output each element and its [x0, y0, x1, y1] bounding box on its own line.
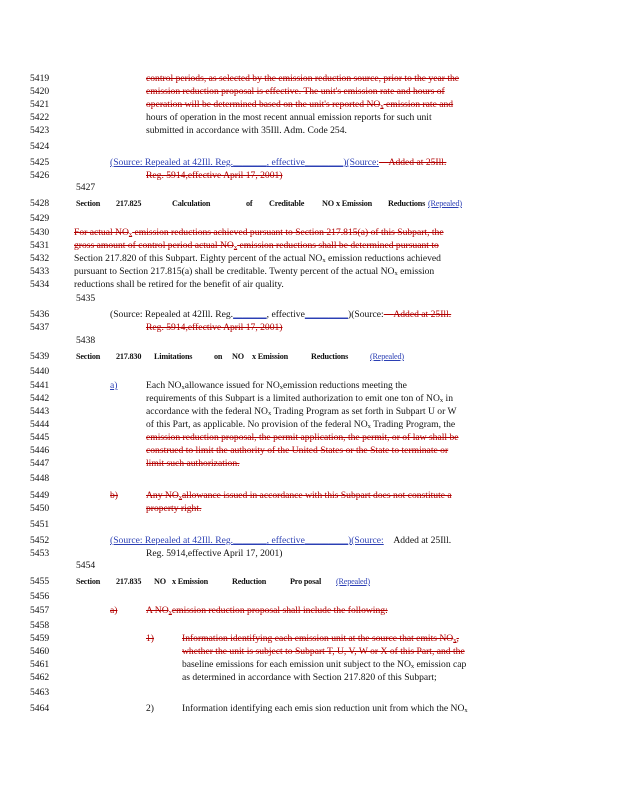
line-number: 5458: [30, 620, 50, 631]
repealed-tag: (Repealed): [370, 352, 404, 361]
line-number: 5461: [30, 659, 50, 670]
line-number: 5457: [30, 605, 50, 616]
line-number: 5445: [30, 432, 50, 443]
source-note: (Source: Repealed at 42Ill. Reg._______, effective_________)(Source: Added at 25Ill.: [110, 535, 452, 546]
line-number: 5428: [30, 198, 50, 209]
line-number: 5441: [30, 380, 50, 391]
source-note: Reg. 5914,effective April 17, 2001): [146, 170, 283, 181]
item-label: a): [110, 605, 118, 616]
line-number: 5450: [30, 503, 50, 514]
line-number: 5459: [30, 633, 50, 644]
paragraph-text: construed to limit the authority of the United States or the State to terminate or: [146, 445, 449, 456]
line-number: 5460: [30, 646, 50, 657]
line-number: 5429: [30, 213, 50, 224]
paragraph-text: whether the unit is subject to Subpart T, U, V, W or X of this Part, and the: [182, 646, 465, 657]
line-number: 5433: [30, 266, 50, 277]
paragraph-text: A $NO_xemission$ reduction proposal shall include the following:: [146, 605, 388, 616]
line-number: 5452: [30, 535, 50, 546]
item-label: b): [110, 490, 118, 501]
paragraph-text: Information identifying each emission unit at the source that emits $NO_x$,: [182, 633, 459, 644]
item-label: 2): [146, 703, 154, 714]
paragraph-text: Each $NO_xallowance$ issued for $NO_xemission$ reductions meeting the: [146, 380, 407, 391]
line-number: 5427: [76, 182, 96, 193]
source-note: (Source: Repealed at 42Ill. Reg._______, effective_________)(Source: Added at 25Ill.: [110, 309, 452, 320]
line-number: 5421: [30, 99, 50, 110]
paragraph-text: Information identifying each emis sion reduction unit from which the $NO_x$: [182, 703, 468, 714]
repealed-tag: (Repealed): [428, 199, 462, 208]
line-number: 5430: [30, 227, 50, 238]
paragraph-text: Any $NO_xallowance$ issued in accordance with this Subpart does not constitute a: [146, 490, 452, 501]
line-number: 5453: [30, 548, 50, 559]
line-number: 5443: [30, 406, 50, 417]
line-number: 5447: [30, 458, 50, 469]
paragraph-text: of this Part, as applicable. No provision of the federal $NO_x$ Trading Program, the: [146, 419, 456, 430]
source-note: Reg. 5914,effective April 17, 2001): [146, 322, 283, 333]
line-number: 5440: [30, 366, 50, 377]
line-number: 5432: [30, 253, 50, 264]
line-number: 5422: [30, 112, 50, 123]
paragraph-text: reductions shall be retired for the benefit of air quality.: [74, 279, 284, 290]
line-number: 5437: [30, 322, 50, 333]
repealed-tag: (Repealed): [336, 577, 370, 586]
paragraph-text: limit such authorization.: [146, 458, 240, 469]
paragraph-text: requirements of this Subpart is a limited authorization to emit one ton of $NO_x$ in: [146, 393, 454, 404]
line-number: 5448: [30, 473, 50, 484]
line-number: 5442: [30, 393, 50, 404]
paragraph-text: hours of operation in the most recent annual emission reports for such unit: [146, 112, 432, 123]
line-number: 5446: [30, 445, 50, 456]
line-number: 5438: [76, 335, 96, 346]
paragraph-text: accordance with the federal $NO_x$ Trading Program as set forth in Subpart U or W: [146, 406, 457, 417]
line-number: 5451: [30, 519, 50, 530]
paragraph-text: baseline emissions for each emission unit subject to the $NO_x$ emission cap: [182, 659, 467, 670]
item-label: 1): [146, 633, 154, 644]
paragraph-text: property right.: [146, 503, 202, 514]
paragraph-text: gross amount of control period actual $NO_x$ emission reductions shall be determined pursuant to: [74, 240, 439, 251]
paragraph-text: Section 217.820 of this Subpart. Eighty percent of the actual $NO_x$ emission reductions achieved: [74, 253, 441, 264]
line-number: 5444: [30, 419, 50, 430]
line-number: 5431: [30, 240, 50, 251]
item-label: a): [110, 380, 118, 391]
paragraph-text: operation will be determined based on the unit's reported $NO_x$ emission rate and: [146, 99, 454, 110]
line-number: 5436: [30, 309, 50, 320]
line-number: 5455: [30, 576, 50, 587]
line-number: 5435: [76, 293, 96, 304]
line-number: 5463: [30, 687, 50, 698]
line-number: 5419: [30, 73, 50, 84]
line-number: 5439: [30, 351, 50, 362]
line-number: 5426: [30, 170, 50, 181]
paragraph-text: emission reduction proposal is effective. The unit's emission rate and hours of: [146, 86, 445, 97]
line-number: 5456: [30, 591, 50, 602]
line-number: 5423: [30, 125, 50, 136]
paragraph-text: emission reduction proposal, the permit application, the permit, or of law shall be: [146, 432, 459, 443]
paragraph-text: submitted in accordance with 35Ill. Adm. Code 254.: [146, 125, 347, 136]
line-number: 5434: [30, 279, 50, 290]
source-note: Reg. 5914,effective April 17, 2001): [146, 548, 283, 559]
paragraph-text: as determined in accordance with Section 217.820 of this Subpart;: [182, 672, 437, 683]
line-number: 5454: [76, 560, 96, 571]
source-note: (Source: Repealed at 42Ill. Reg._______, effective________)(Source: Added at 25Ill.: [110, 157, 447, 168]
paragraph-text: pursuant to Section 217.815(a) shall be creditable. Twenty percent of the actual $NO_x$ emission: [74, 266, 435, 277]
line-number: 5420: [30, 86, 50, 97]
line-number: 5424: [30, 141, 50, 152]
paragraph-text: For actual $NO_x$ emission reductions achieved pursuant to Section 217.815(a) of this Subpart, the: [74, 227, 444, 238]
line-number: 5462: [30, 672, 50, 683]
line-number: 5449: [30, 490, 50, 501]
line-number: 5425: [30, 157, 50, 168]
paragraph-text: control periods, as selected by the emission reduction source, prior to the year the: [146, 73, 460, 84]
line-number: 5464: [30, 703, 50, 714]
